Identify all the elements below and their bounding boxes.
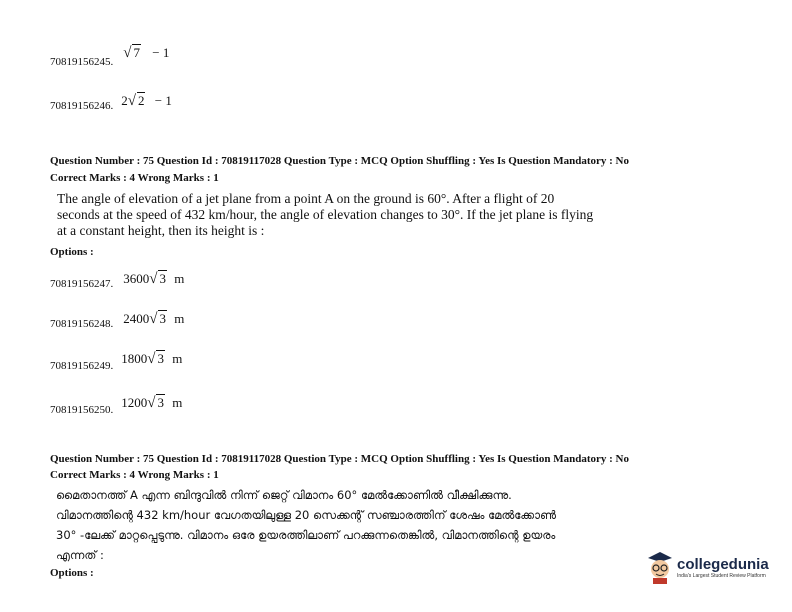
question-text: The angle of elevation of a jet plane from a point A on the ground is 60°. After a flight of 20 seconds at the speed of 432 km/hour, the angle of elevation changes to 30°. If the jet plane is flying at a constant height, then its height is : [57,191,594,238]
option-value: 2√ 2 − 1 [121,93,172,109]
option-value: 1800√ 3 m [121,351,183,367]
options-label: Options : [50,567,94,579]
question-header: Question Number : 75 Question Id : 70819117028 Question Type : MCQ Option Shuffling : Yes Is Question Mandatory : No [50,155,629,167]
sqrt-expression: √ 7 [123,45,140,61]
option-id: 70819156245. [50,56,114,68]
option-value: √ 7 − 1 [123,45,170,61]
option-value: 2400√ 3 m [123,311,185,327]
option-row [50,351,183,374]
option-row [50,45,170,70]
option-row [50,93,172,114]
option-id: 70819156250. [50,404,114,416]
question-header: Question Number : 75 Question Id : 70819117028 Question Type : MCQ Option Shuffling : Yes Is Question Mandatory : No [50,453,629,465]
options-label: Options : [50,246,94,258]
student-mascot-icon [646,550,674,584]
option-id: 70819156247. [50,278,114,290]
logo-tagline: India's Largest Student Review Platform [677,572,766,579]
option-row [50,311,185,332]
option-id: 70819156248. [50,318,114,330]
logo-name: collegedunia [677,555,769,573]
question-marks: Correct Marks : 4 Wrong Marks : 1 [50,469,219,481]
option-id: 70819156249. [50,360,114,372]
sqrt-expression: √ 2 [127,93,145,109]
option-row [50,395,183,418]
option-row [50,271,185,292]
question-text-malayalam: മൈതാനത്ത് A എന്ന ബിന്ദുവിൽ നിന്ന് ജെറ്റ് വിമാനം 60° മേൽക്കോണിൽ വീക്ഷിക്കുന്നു. വിമാനത്തിന്റെ 432 km/hour വേഗതയിലുള്ള 20 സെക്കന്റ് സഞ്ചാരത്തിന് ശേഷം മേൽക്കോൺ 30° -ലേക്ക് മാറ്റപ്പെടുന്നു. വിമാനം ഒരേ ഉയരത്തിലാണ് പറക്കുന്നതെങ്കിൽ, വിമാനത്തിന്റെ ഉയരം എന്നത് : [56,488,557,562]
question-marks: Correct Marks : 4 Wrong Marks : 1 [50,172,219,184]
option-value: 1200√ 3 m [121,395,183,411]
collegedunia-logo [646,550,769,584]
option-value: 3600√ 3 m [123,271,185,287]
option-id: 70819156246. [50,100,114,112]
